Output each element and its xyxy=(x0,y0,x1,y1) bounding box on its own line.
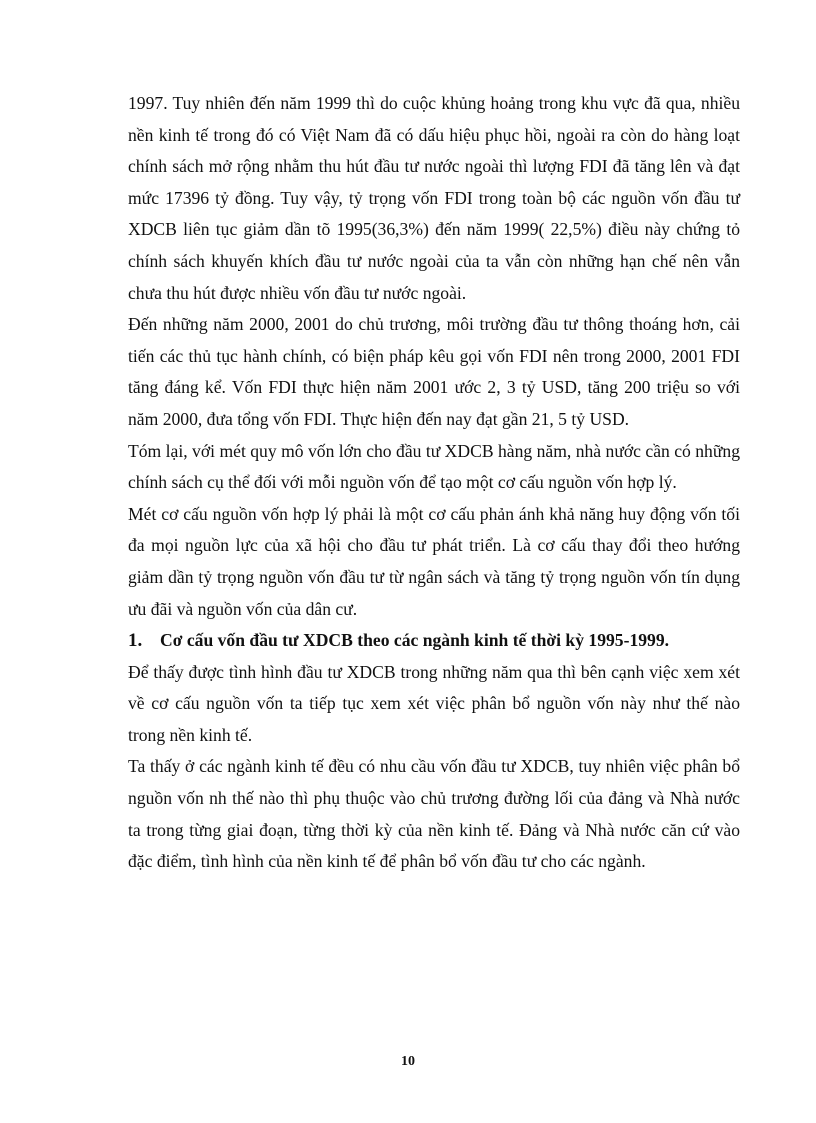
section-title: Cơ cấu vốn đầu tư XDCB theo các ngành kinh tế thời kỳ 1995-1999. xyxy=(160,630,670,651)
paragraph-allocation-intro: Để thấy được tình hình đầu tư XDCB trong những năm qua thì bên cạnh việc xem xét về cơ cấu nguồn vốn ta tiếp tục xem xét việc phân bổ nguồn vốn này như thế nào trong nền kinh tế. xyxy=(128,661,740,745)
section-heading xyxy=(128,625,740,657)
paragraph-reasonable-structure: Mét cơ cấu nguồn vốn hợp lý phải là một cơ cấu phản ánh khả năng huy động vốn tối đa mọi nguồn lực của xã hội cho đầu tư phát triển. Là cơ cấu thay đổi theo hướng giảm dần tỷ trọng nguồn vốn đầu tư từ ngân sách và tăng tỷ trọng nguồn vốn tín dụng ưu đãi và nguồn vốn của dân cư. xyxy=(128,503,740,619)
section-number: 1. xyxy=(128,630,143,652)
document-body xyxy=(128,88,740,878)
paragraph-fdi-1999: 1997. Tuy nhiên đến năm 1999 thì do cuộc khủng hoảng trong khu vực đã qua, nhiều nền kinh tế trong đó có Việt Nam đã có dấu hiệu phục hồi, ngoài ra còn do hàng loạt chính sách mở rộng nhằm thu hút đầu tư nước ngoài thì lượng FDI đã tăng lên và đạt mức 17396 tỷ đồng. Tuy vậy, tỷ trọng vốn FDI trong toàn bộ các nguồn vốn đầu tư XDCB liên tục giảm dần tõ 1995(36,3%) đến năm 1999( 22,5%) điều này chứng tỏ chính sách khuyến khích đầu tư nước ngoài của ta vẫn còn những hạn chế nên vẫn chưa thu hút được nhiều vốn đầu tư nước ngoài. xyxy=(128,93,740,303)
page-number: 10 xyxy=(401,1054,415,1069)
paragraph-summary: Tóm lại, với mét quy mô vốn lớn cho đầu tư XDCB hàng năm, nhà nước cần có những chính sách cụ thể đối với mỗi nguồn vốn để tạo một cơ cấu nguồn vốn hợp lý. xyxy=(128,440,740,493)
paragraph-fdi-2000-2001: Đến những năm 2000, 2001 do chủ trương, môi trường đầu tư thông thoáng hơn, cải tiến các thủ tục hành chính, có biện pháp kêu gọi vốn FDI nên trong 2000, 2001 FDI tăng đáng kể. Vốn FDI thực hiện năm 2001 ước 2, 3 tỷ USD, tăng 200 triệu so với năm 2000, đưa tổng vốn FDI. Thực hiện đến nay đạt gần 21, 5 tỷ USD. xyxy=(128,314,740,429)
paragraph-allocation-policy: Ta thấy ở các ngành kinh tế đều có nhu cầu vốn đầu tư XDCB, tuy nhiên việc phân bổ nguồn vốn nh thế nào thì phụ thuộc vào chủ trương đường lối của đảng và Nhà nước ta trong từng giai đoạn, từng thời kỳ của nền kinh tế. Đảng và Nhà nước căn cứ vào đặc điểm, tình hình của nền kinh tế để phân bổ vốn đầu tư cho các ngành. xyxy=(128,756,740,872)
